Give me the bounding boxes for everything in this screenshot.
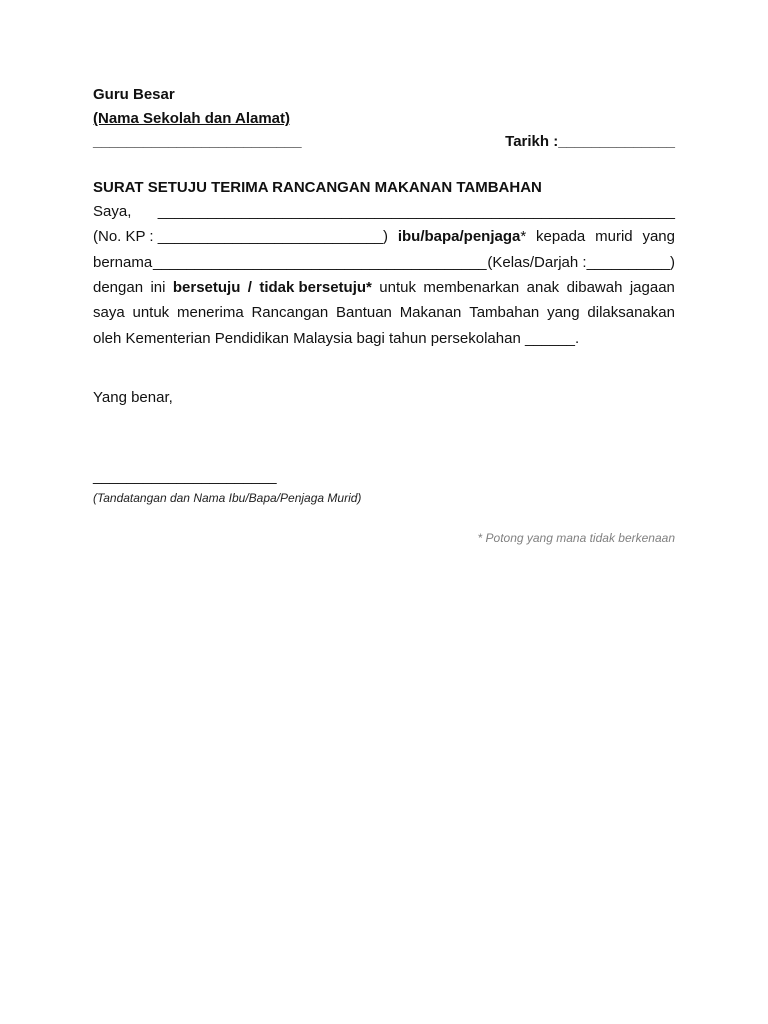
guardian-role: ibu/bapa/penjaga* — [397, 228, 527, 245]
body-line-5 — [93, 304, 675, 322]
agree-option: bersetuju — [172, 279, 241, 296]
word: untuk — [379, 279, 416, 296]
student-name-blank: ________________________________________ — [152, 254, 487, 271]
word: saya — [93, 304, 125, 321]
word: yang — [642, 228, 675, 245]
word: menerima — [176, 304, 244, 321]
letter-heading: SURAT SETUJU TERIMA RANCANGAN MAKANAN TAMBAHAN — [93, 179, 542, 196]
closing-yang-benar: Yang benar, — [93, 389, 173, 406]
word: Tambahan — [469, 304, 540, 321]
body-line-2 — [93, 228, 675, 246]
date-field: Tarikh :______________ — [505, 133, 675, 150]
word: kepada — [536, 228, 586, 245]
disagree-option: tidak bersetuju* — [259, 279, 372, 296]
body-line-1 — [93, 203, 675, 221]
word: dibawah — [566, 279, 623, 296]
bernama-label: bernama — [93, 254, 153, 271]
signature-line: ______________________ — [93, 468, 277, 485]
word: Makanan — [399, 304, 462, 321]
body-line-4 — [93, 279, 675, 297]
body-line-6: oleh Kementerian Pendidikan Malaysia bagi tahun persekolahan ______. — [93, 330, 580, 347]
option-separator: / — [247, 279, 252, 296]
word: Bantuan — [336, 304, 392, 321]
word: dilaksanakan — [587, 304, 675, 321]
word: anak — [526, 279, 560, 296]
word: murid — [595, 228, 633, 245]
signature-caption: (Tandatangan dan Nama Ibu/Bapa/Penjaga Murid) — [93, 491, 362, 505]
ic-number-field: (No. KP : ___________________________) — [93, 228, 388, 245]
body-line-3 — [93, 254, 675, 272]
word: Rancangan — [251, 304, 329, 321]
word: jagaan — [629, 279, 675, 296]
school-name-address: (Nama Sekolah dan Alamat) — [93, 110, 290, 127]
class-field: (Kelas/Darjah :__________) — [487, 254, 675, 271]
word: dengan — [93, 279, 144, 296]
address-blank-line: _________________________ — [93, 133, 302, 150]
word: membenarkan — [423, 279, 520, 296]
recipient-title: Guru Besar — [93, 86, 175, 103]
name-blank: ______________________________________________________________ — [157, 203, 675, 220]
word: ini — [150, 279, 166, 296]
word: untuk — [132, 304, 170, 321]
word: yang — [547, 304, 580, 321]
saya-label: Saya, — [93, 203, 132, 220]
footnote: * Potong yang mana tidak berkenaan — [477, 531, 675, 545]
